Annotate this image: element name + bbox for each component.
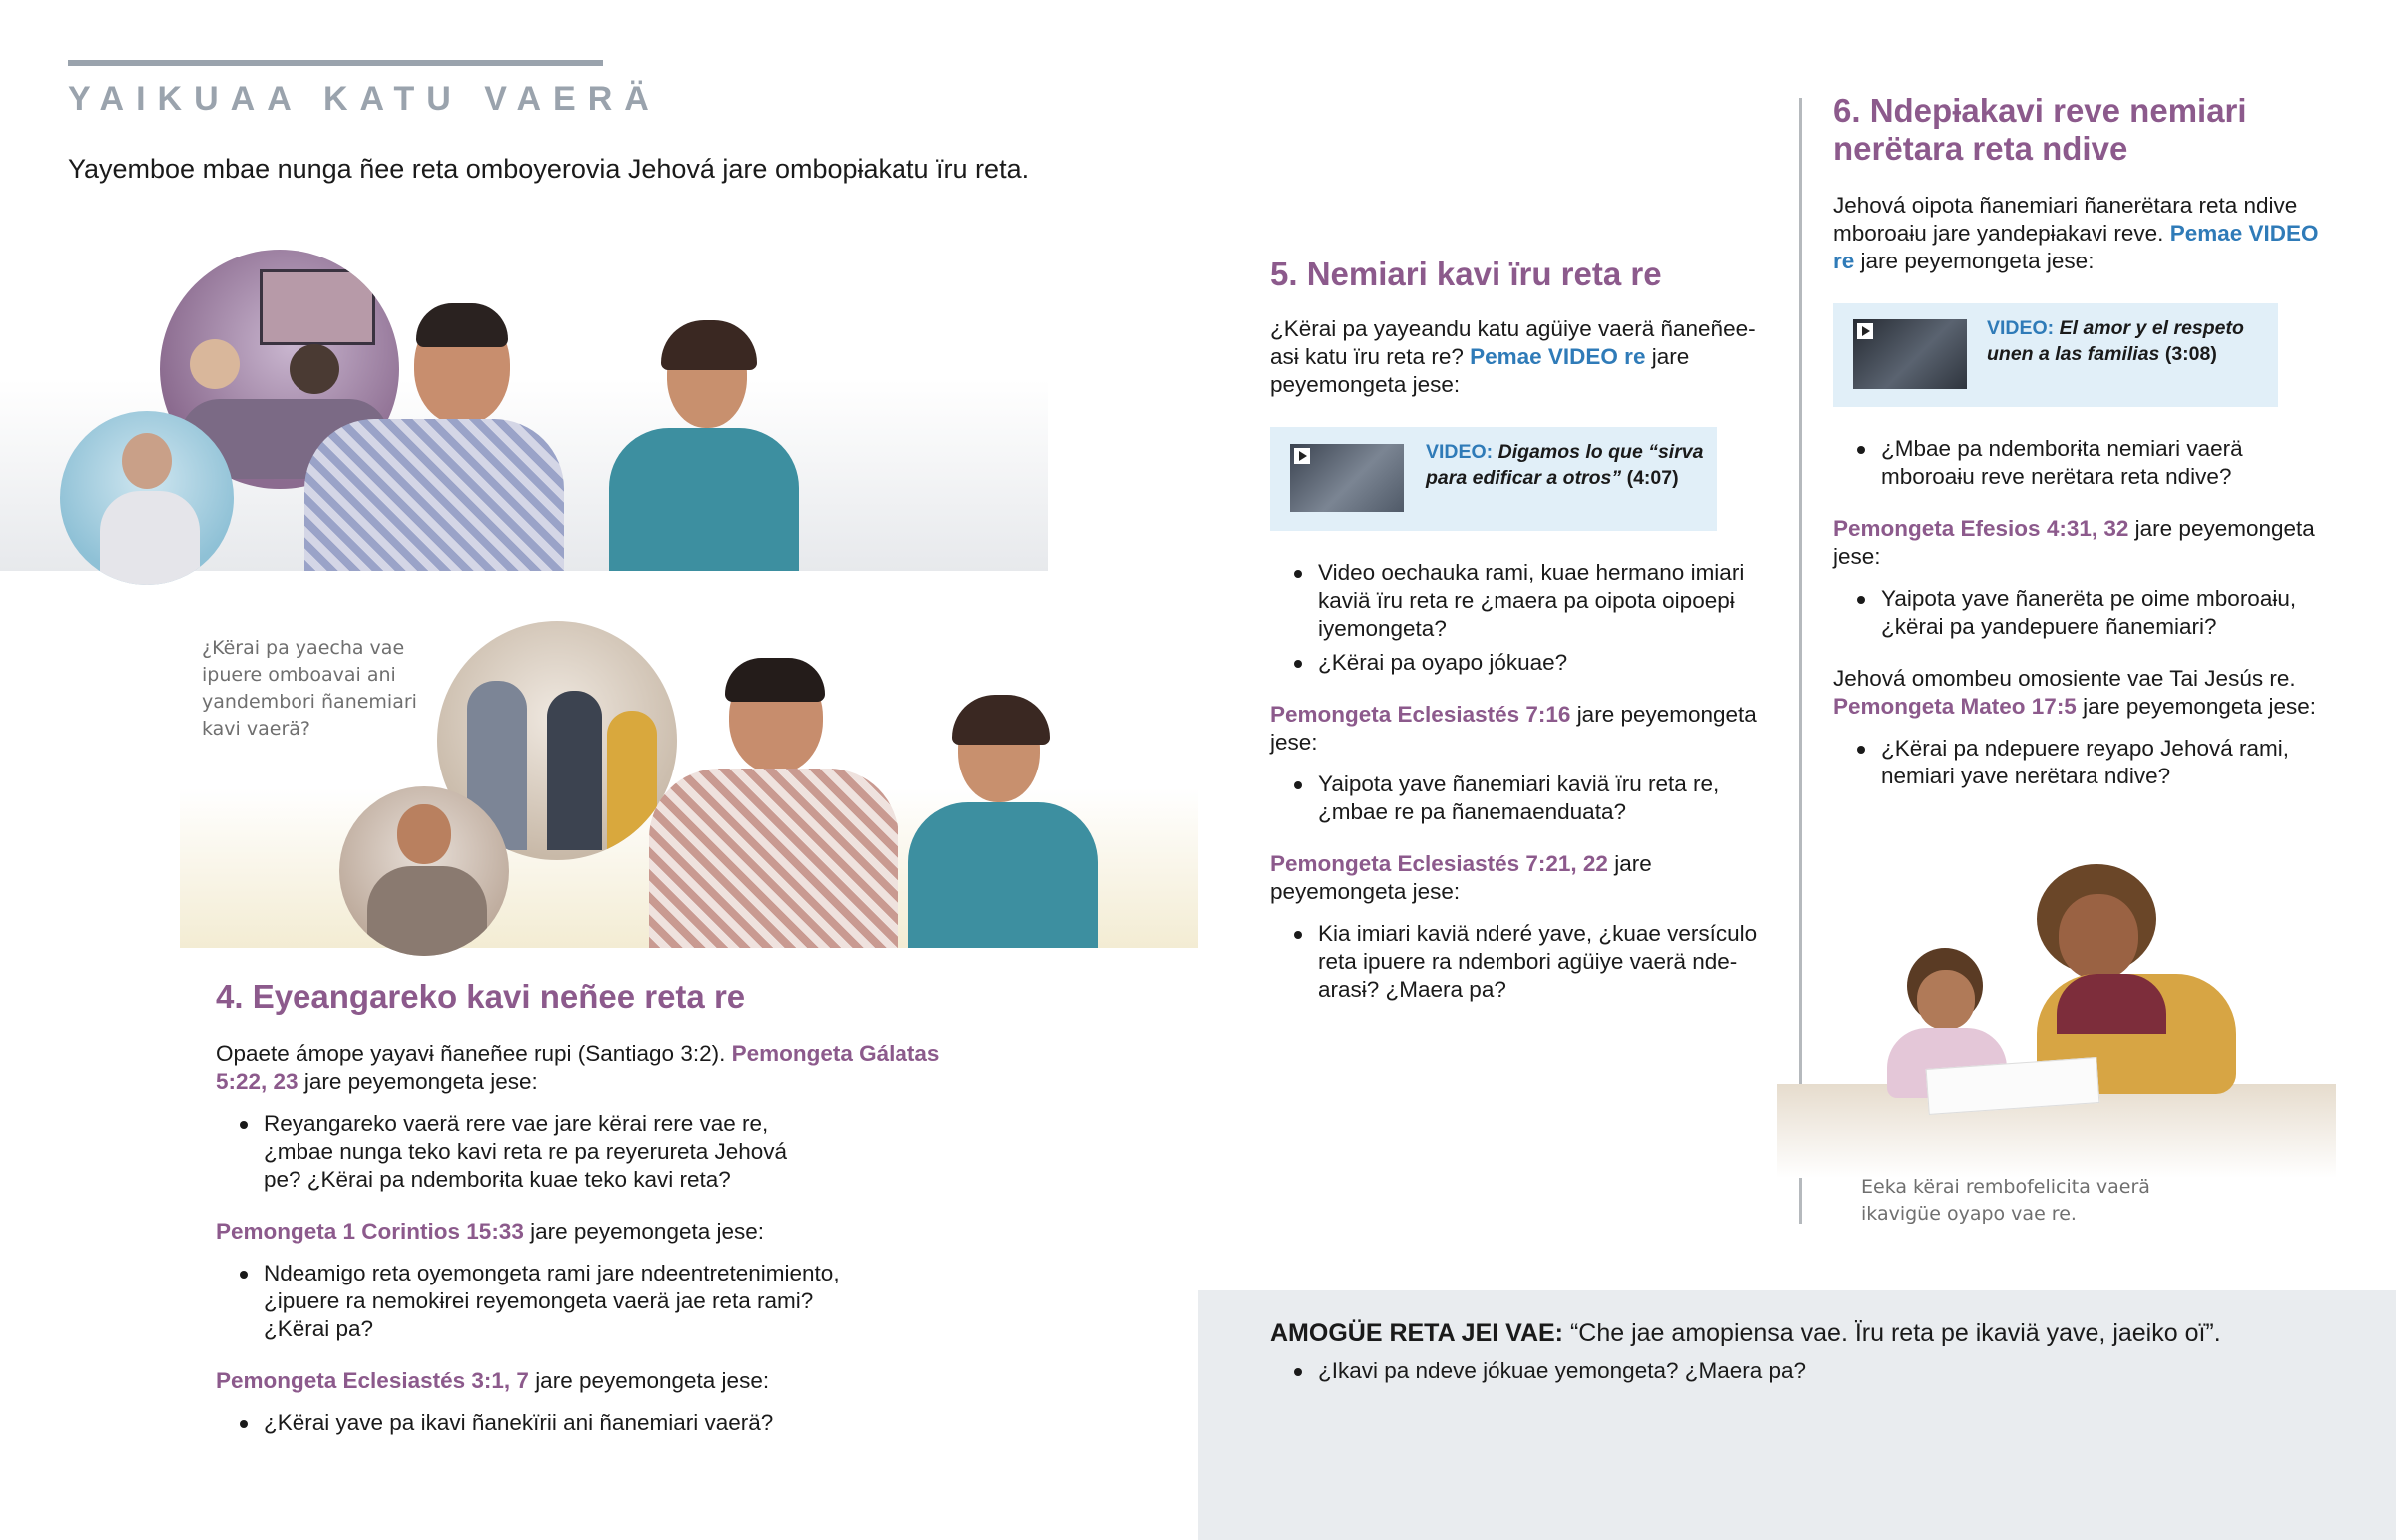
section-6-paragraph-2: Pemongeta Efesios 4:31, 32 jare peyemongeta jese: [1833,516,2315,569]
scripture-link-galatas[interactable]: Pemongeta Gálatas 5:22, 23 [216,1041,940,1094]
woman-listening [609,324,799,571]
video-link-6[interactable]: Pemae VIDEO re [1833,221,2319,273]
scripture-link-efesios[interactable]: Pemongeta Efesios 4:31, 32 [1833,516,2129,541]
video-link-5[interactable]: Pemae VIDEO re [1470,344,1646,369]
man-arguing [304,309,564,571]
section-5-bullet-1: Video oechauka rami, kuae hermano imiari kaviä ïru reta re ¿maera pa oipota oipoepɨ iyemongeta? [1270,559,1769,643]
section-4-bullet-2: Ndeamigo reta oyemongeta rami jare ndeentretenimiento, ¿ipuere ra nemokɨrei reyemongeta vaerä jae reta rami? ¿Kërai pa? [216,1260,865,1343]
video-thumbnail-6[interactable] [1853,319,1967,389]
section-5 [1270,256,1769,1004]
section-5-paragraph-3: Pemongeta Eclesiastés 7:21, 22 jare peyemongeta jese: [1270,851,1652,904]
section-6-paragraph-1: Jehová oipota ñanemiari ñanerëtara reta ndive mboroaɨu jare yandepɨakavi reve. Pemae VIDEO re jare peyemongeta jese: [1833,193,2319,273]
section-6-paragraph-3: Jehová omombeu omosiente vae Tai Jesús re. Pemongeta Mateo 17:5 jare peyemongeta jese: [1833,666,2316,719]
section-6-title: 6. Ndepɨakavi reve nemiari nerëtara reta ndive [1833,92,2247,167]
section-6-bullet-2: Yaipota yave ñanerëta pe oime mboroaɨu, ¿kërai pa yandepuere ñanemiari? [1833,585,2332,641]
mother-figure [1997,864,2236,1094]
section-5-paragraph-1: ¿Kërai pa yayeandu katu agüiye vaerä ñaneñee-asɨ katu ïru reta re? Pemae VIDEO re jare peyemongeta jese: [1270,316,1756,397]
section-5-bullet-3: Yaipota yave ñanemiari kaviä ïru reta re, ¿mbae re pa ñanemaenduata? [1270,770,1769,826]
section-5-title: 5. Nemiari kavi ïru reta re [1270,256,1662,292]
scripture-link-eclesiastes-7-21[interactable]: Pemongeta Eclesiastés 7:21, 22 [1270,851,1608,876]
lesson-kicker: YAIKUAA KATU VAERÄ [68,80,661,118]
section-5-bullet-2: ¿Kërai pa oyapo jókuae? [1270,649,1769,677]
intro-text: Yayemboe mbae nunga ñee reta omboyerovia Jehová jare ombopɨakatu ïru reta. [68,154,1030,184]
headphones-circle [60,411,234,585]
play-icon [1857,323,1873,339]
footer-quote: “Che jae amopiensa vae. Ïru reta pe ikaviä yave, jaeiko oï”. [1569,1319,2221,1347]
section-6 [1833,92,2332,790]
section-4-bullet-1: Reyangareko vaerä rere vae jare kërai rere vae re, ¿mbae nunga teko kavi reta re pa reyerureta Jehová pe? ¿Kërai pa ndemborɨta kuae teko kavi reta? [216,1110,815,1194]
footer-label: AMOGÜE RETA JEI VAE: [1270,1319,1564,1347]
section-6-bullet-1: ¿Mbae pa ndemborɨta nemiari vaerä mboroaɨu reve nerëtara reta ndive? [1833,435,2332,491]
scripture-link-1-corintios[interactable]: Pemongeta 1 Corintios 15:33 [216,1219,524,1244]
scripture-link-mateo[interactable]: Pemongeta Mateo 17:5 [1833,694,2077,719]
play-icon [1294,448,1310,464]
section-4-bullet-3: ¿Kërai yave pa ikavi ñanekïrii ani ñanemiari vaerä? [216,1409,974,1437]
video-thumbnail-5[interactable] [1290,444,1404,512]
header-rule [68,60,603,66]
illustration-caption: ¿Kërai pa yaecha vae ipuere omboavai ani yandembori ñanemiari kavi vaerä? [202,637,417,740]
footer-quote-line [1270,1317,2368,1349]
scripture-link-eclesiastes-7-16[interactable]: Pemongeta Eclesiastés 7:16 [1270,702,1571,727]
reconcile-illustration [180,619,1198,948]
image-caption-6: Eeka kërai rembofelicita vaerä ikavigüe oyapo vae re. [1861,1176,2150,1225]
section-5-paragraph-2: Pemongeta Eclesiastés 7:16 jare peyemongeta jese: [1270,702,1757,755]
argument-illustration [0,240,1048,571]
scripture-link-eclesiastes-3[interactable]: Pemongeta Eclesiastés 3:1, 7 [216,1368,529,1393]
mother-child-illustration [1777,858,2336,1178]
section-4-paragraph-3: Pemongeta Eclesiastés 3:1, 7 jare peyemongeta jese: [216,1368,770,1393]
woman-reconciling [908,699,1098,948]
video-card-5[interactable] [1270,427,1717,531]
section-5-bullet-4: Kia imiari kaviä nderé yave, ¿kuae versículo reta ipuere ra ndembori agüiye vaerä nde-arasɨ? ¿Maera pa? [1270,920,1769,1004]
footer-content [1270,1317,2368,1385]
man-reconciling [649,664,898,948]
video-title-6: VIDEO: El amor y el respeto unen a las familias (3:08) [1987,317,2244,365]
section-6-bullet-3: ¿Kërai pa ndepuere reyapo Jehová rami, nemiari yave nerëtara ndive? [1833,735,2332,790]
video-card-6[interactable] [1833,303,2278,407]
reading-bible-circle [339,786,509,956]
section-4-paragraph-2: Pemongeta 1 Corintios 15:33 jare peyemongeta jese: [216,1219,765,1244]
video-title-5: VIDEO: Digamos lo que “sirva para edificar a otros” (4:07) [1426,441,1704,489]
section-4-paragraph-1: Opaete ámope yayavɨ ñaneñee rupi (Santiago 3:2). Pemongeta Gálatas 5:22, 23 jare peyemongeta jese: [216,1041,940,1094]
section-4 [216,978,974,1437]
footer-bullet: ¿Ikavi pa ndeve jókuae yemongeta? ¿Maera pa? [1270,1357,2368,1385]
section-4-title: 4. Eyeangareko kavi neñee reta re [216,978,746,1015]
